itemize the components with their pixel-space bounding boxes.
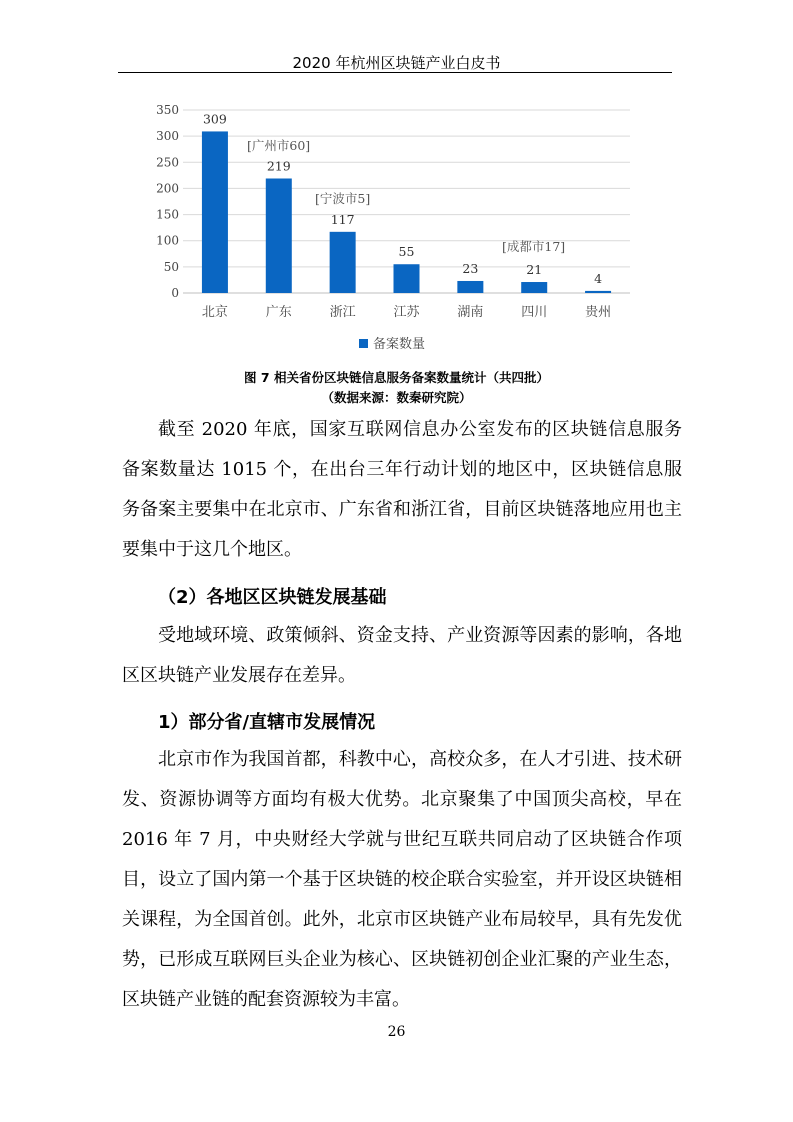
page-header-title: 2020 年杭州区块链产业白皮书	[292, 54, 501, 72]
data-label: 219	[266, 158, 291, 174]
y-tick-label: 50	[163, 259, 179, 274]
y-tick-label: 100	[156, 233, 179, 248]
x-tick-label: 四川	[521, 305, 548, 320]
annotation-label: [宁波市5]	[315, 191, 371, 206]
data-label: 23	[462, 260, 479, 276]
subsection-heading-1: 1）部分省/直辖市发展情况	[158, 712, 376, 733]
annotation-label: [广州市60]	[247, 138, 311, 153]
bar	[394, 264, 420, 293]
y-tick-label: 250	[156, 155, 179, 170]
data-label: 309	[202, 111, 227, 127]
bar	[457, 281, 483, 293]
bar-chart	[140, 95, 640, 363]
data-label: 55	[398, 244, 415, 260]
legend-label: 备案数量	[373, 337, 426, 352]
data-label: 117	[330, 211, 355, 227]
data-label: 4	[594, 270, 603, 286]
y-tick-label: 0	[171, 286, 179, 300]
bar	[521, 282, 547, 293]
y-tick-label: 350	[156, 103, 179, 117]
paragraph-1: 截至 2020 年底，国家互联网信息办公室发布的区块链信息服务备案数量达 1015 个，在出台三年行动计划的地区中，区块链信息服务备案主要集中在北京市、广东省和浙江省，目前区块链落地应用也主要集中于这几个地区。	[122, 419, 682, 560]
annotation-label: [成都市17]	[502, 239, 566, 254]
paragraph-3: 北京市作为我国首都，科教中心，高校众多，在人才引进、技术研发、资源协调等方面均有极大优势。北京聚集了中国顶尖高校，早在 2016 年 7 月，中央财经大学就与世纪互联共同启动了区块链合作项目，设立了国内第一个基于区块链的校企联合实验室，并开设区块链相关课程，为全国首创。此外，北京市区块链产业布局较早，具有先发优势，已形成互联网巨头企业为核心、区块链初创企业汇聚的产业生态，区块链产业链的配套资源较为丰富。	[122, 749, 682, 1010]
bar	[585, 291, 611, 293]
paragraph-2: 受地域环境、政策倾斜、资金支持、产业资源等因素的影响，各地区区块链产业发展存在差异。	[122, 625, 682, 686]
bar	[266, 178, 292, 293]
x-tick-label: 广东	[265, 305, 292, 320]
figure-source: （数据来源：数秦研究院）	[321, 390, 472, 405]
section-heading-2: （2）各地区区块链发展基础	[158, 587, 387, 608]
bar	[330, 232, 356, 293]
legend-swatch	[359, 339, 368, 348]
figure-caption: 图 7 相关省份区块链信息服务备案数量统计（共四批）	[244, 370, 549, 385]
data-label: 21	[526, 262, 543, 278]
x-tick-label: 湖南	[457, 305, 484, 320]
x-tick-label: 贵州	[585, 305, 612, 320]
header-divider	[118, 72, 672, 73]
page-number: 26	[387, 1024, 406, 1040]
x-tick-label: 北京	[201, 305, 228, 320]
x-tick-label: 浙江	[329, 305, 356, 320]
x-tick-label: 江苏	[393, 305, 420, 320]
bar	[202, 131, 228, 293]
y-tick-label: 300	[156, 129, 179, 144]
y-tick-label: 200	[156, 181, 179, 196]
y-tick-label: 150	[156, 207, 179, 222]
